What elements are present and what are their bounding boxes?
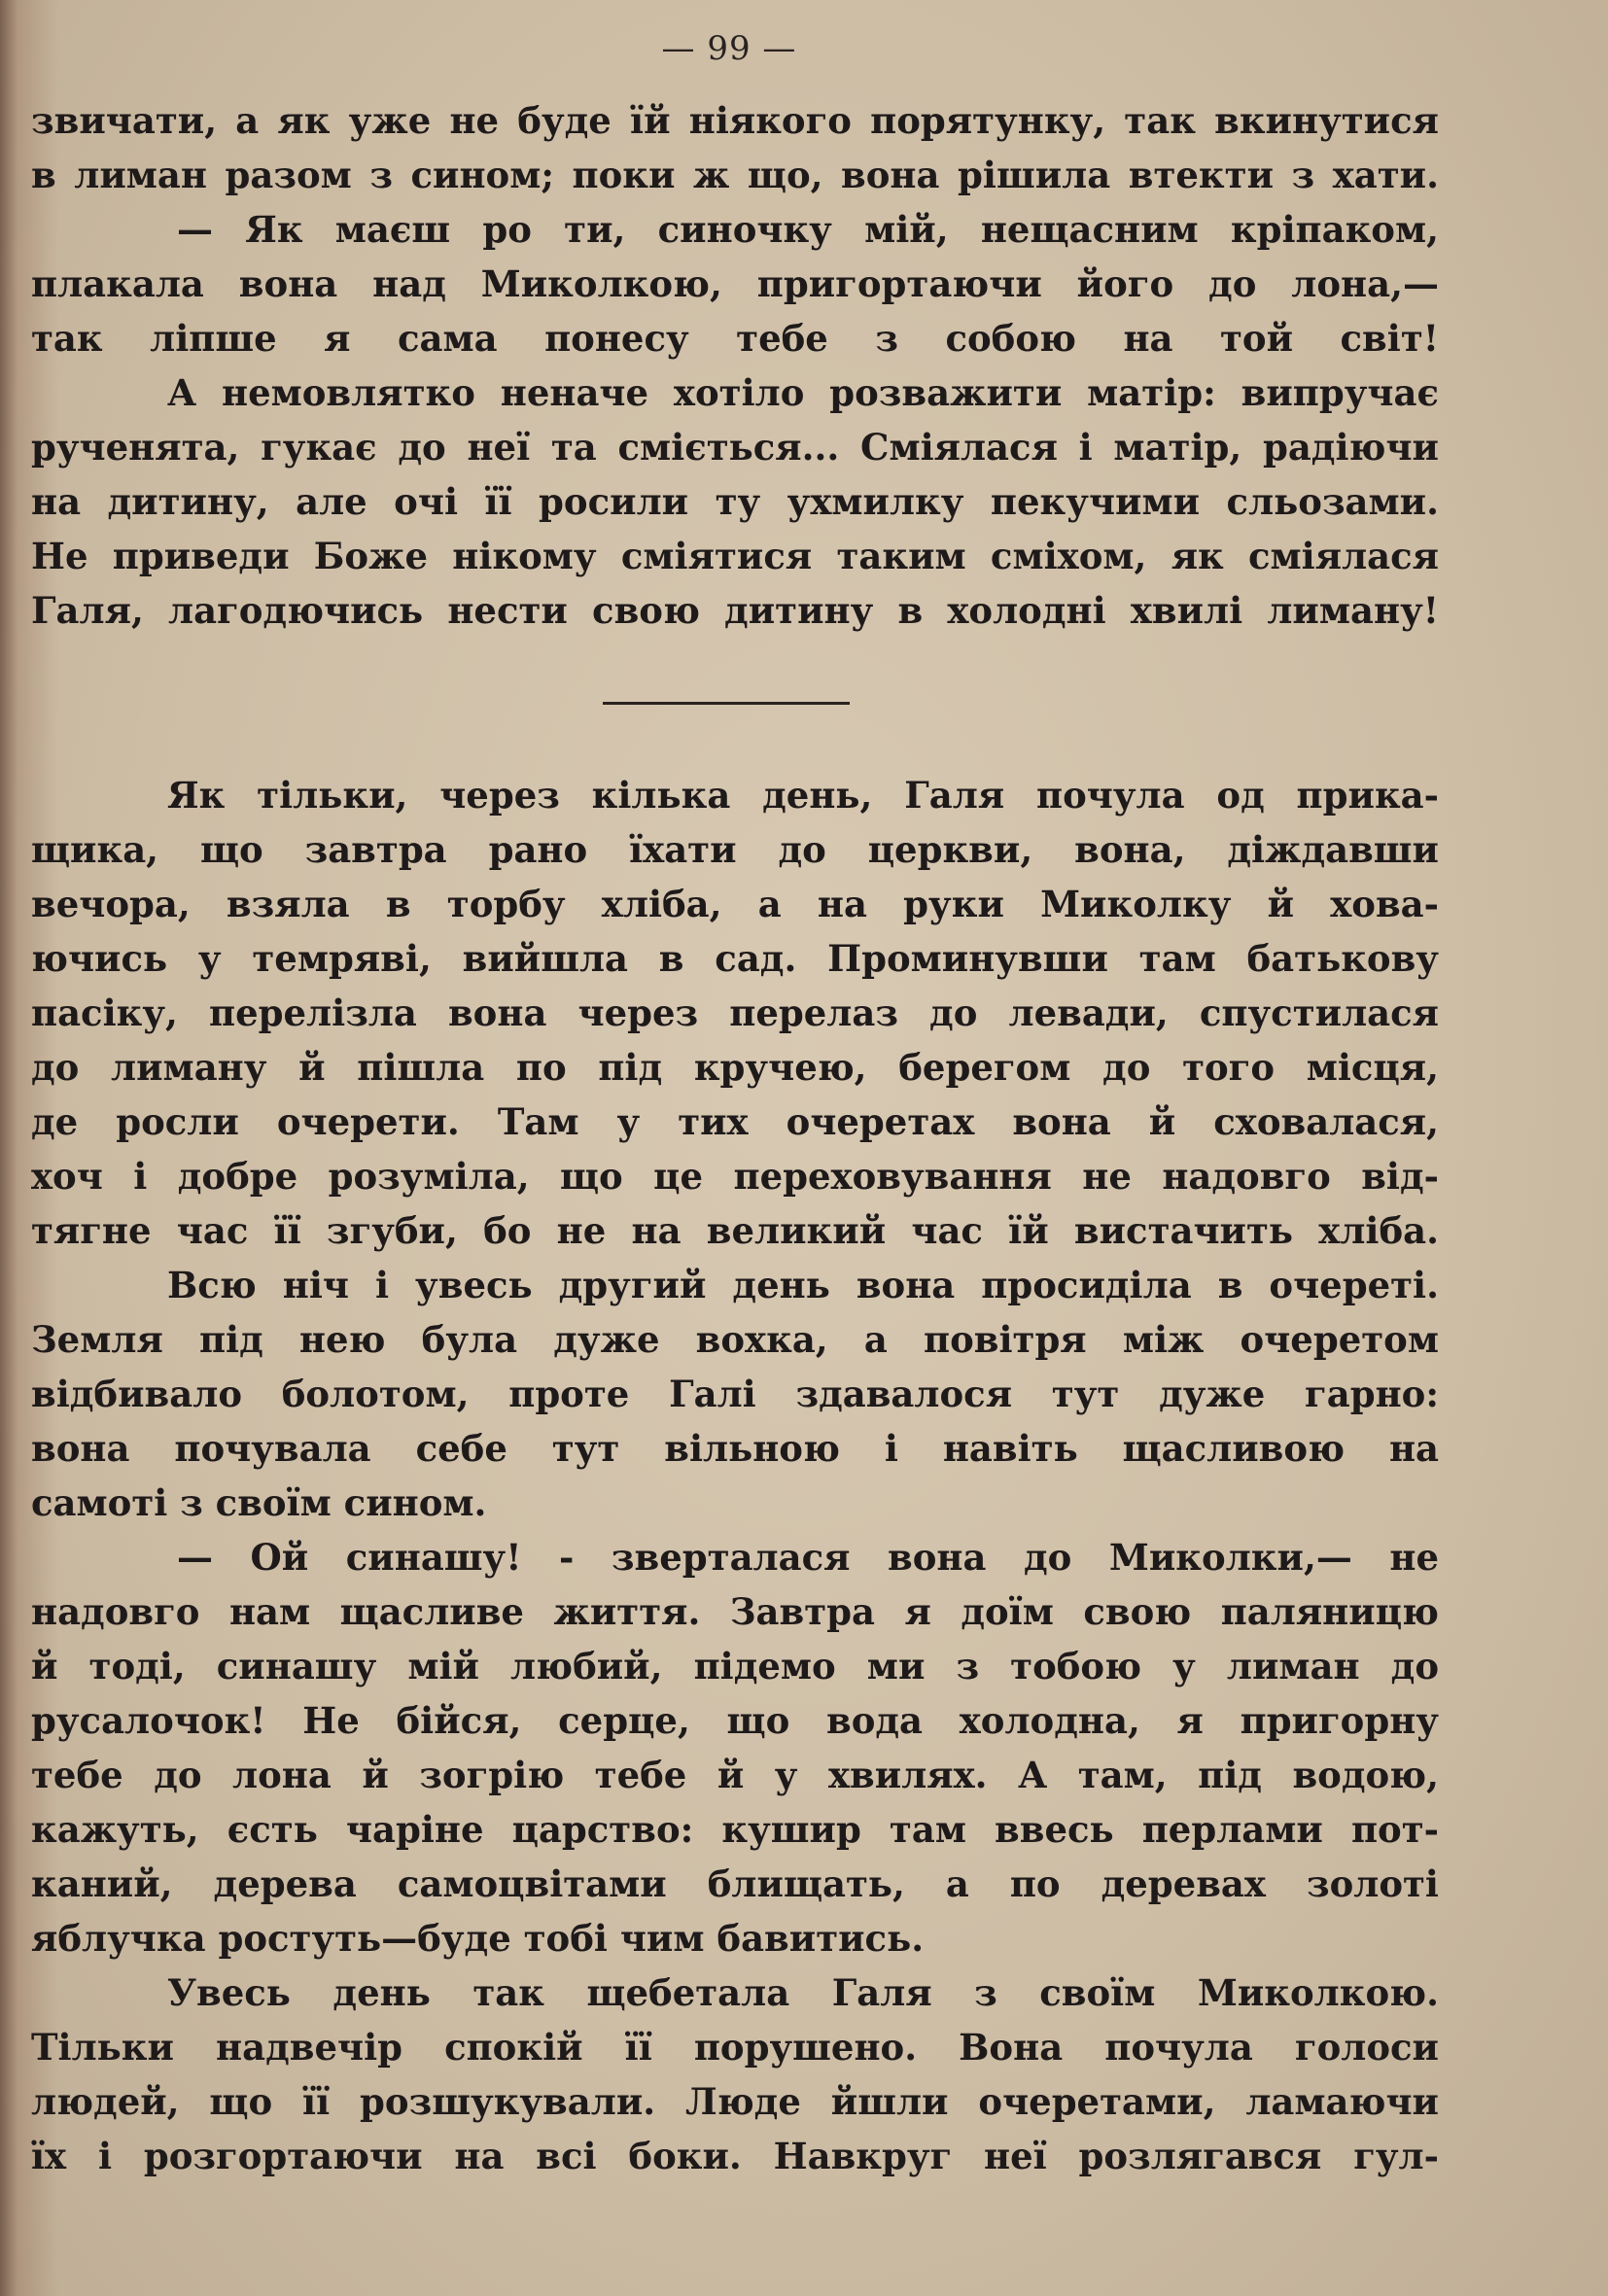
- text-line: надовго нам щасливе життя. Завтра я доїм свою паляницю: [31, 1590, 1439, 1633]
- text-line: так ліпше я сама понесу тебе з собою на той світ!: [31, 317, 1439, 360]
- text-line: звичати, а як уже не буде їй ніякого порятунку, так вкинутися: [31, 99, 1439, 142]
- text-line: на дитину, але очі її росили ту ухмилку пекучими сльозами.: [31, 480, 1439, 523]
- section-divider: [603, 702, 850, 705]
- text-line: тягне час її згуби, бо не на великий час їй вистачить хліба.: [31, 1209, 1439, 1252]
- text-line: — Як маєш ро ти, синочку мій, нещасним кріпаком,: [177, 208, 1439, 251]
- text-line: кажуть, єсть чаріне царство: кушир там ввесь перлами пот-: [31, 1808, 1439, 1851]
- text-line: — Ой синашу! - зверталася вона до Миколки,— не: [177, 1536, 1439, 1579]
- text-line: вона почувала себе тут вільною і навіть щасливою на: [31, 1427, 1439, 1470]
- text-line: пасіку, перелізла вона через перелаз до левади, спустилася: [31, 991, 1439, 1034]
- text-line: хоч і добре розуміла, що це переховування не надовго від-: [31, 1155, 1439, 1198]
- text-line: плакала вона над Миколкою, пригортаючи його до лона,—: [31, 262, 1439, 305]
- text-line: рученята, гукає до неї та сміється... Сміялася і матір, радіючи: [31, 426, 1439, 469]
- text-block-1: [31, 93, 1439, 638]
- text-line: відбивало болотом, проте Галі здавалося тут дуже гарно:: [31, 1373, 1439, 1415]
- text-line: до лиману й пішла по під кручею, берегом до того місця,: [31, 1046, 1439, 1089]
- text-line: ючись у темряві, вийшла в сад. Проминувши там батькову: [31, 937, 1439, 980]
- text-line: щика, що завтра рано їхати до церкви, вона, діждавши: [31, 828, 1439, 871]
- text-line: людей, що її розшукували. Люде йшли очеретами, ламаючи: [31, 2080, 1439, 2123]
- text-line: Як тільки, через кілька день, Галя почула од прика-: [167, 774, 1439, 817]
- text-line: Галя, лагодючись нести свою дитину в холодні хвилі лиману!: [31, 589, 1439, 632]
- text-line: Тільки надвечір спокій її порушено. Вона почула голоси: [31, 2026, 1439, 2069]
- text-line: й тоді, синашу мій любий, підемо ми з тобою у лиман до: [31, 1645, 1439, 1687]
- text-line: Не приведи Боже нікому сміятися таким сміхом, як сміялася: [31, 535, 1439, 577]
- text-line: Всю ніч і увесь другий день вона просиділа в очереті.: [167, 1264, 1439, 1306]
- text-line: А немовлятко неначе хотіло розважити матір: випручає: [167, 371, 1439, 414]
- text-line: тебе до лона й зогрію тебе й у хвилях. А там, під водою,: [31, 1754, 1439, 1796]
- text-line: вечора, взяла в торбу хліба, а на руки Миколку й хова-: [31, 883, 1439, 925]
- text-line: яблучка ростуть—буде тобі чим бавитись.: [31, 1917, 925, 1960]
- text-line: самоті з своїм сином.: [31, 1481, 487, 1524]
- text-block-2: [31, 768, 1439, 2183]
- text-line: в лиман разом з сином; поки ж що, вона рішила втекти з хати.: [31, 154, 1439, 196]
- text-line: де росли очерети. Там у тих очеретах вона й сховалася,: [31, 1100, 1439, 1143]
- text-line: їх і розгортаючи на всі боки. Навкруг неї розлягався гул-: [31, 2135, 1439, 2177]
- page-number: — 99 —: [661, 29, 797, 68]
- text-line: Увесь день так щебетала Галя з своїм Миколкою.: [167, 1971, 1439, 2014]
- text-line: Земля під нею була дуже вохка, а повітря між очеретом: [31, 1318, 1439, 1361]
- text-line: каний, дерева самоцвітами блищать, а по деревах золоті: [31, 1862, 1439, 1905]
- text-line: русалочок! Не бійся, серце, що вода холодна, я пригорну: [31, 1699, 1439, 1742]
